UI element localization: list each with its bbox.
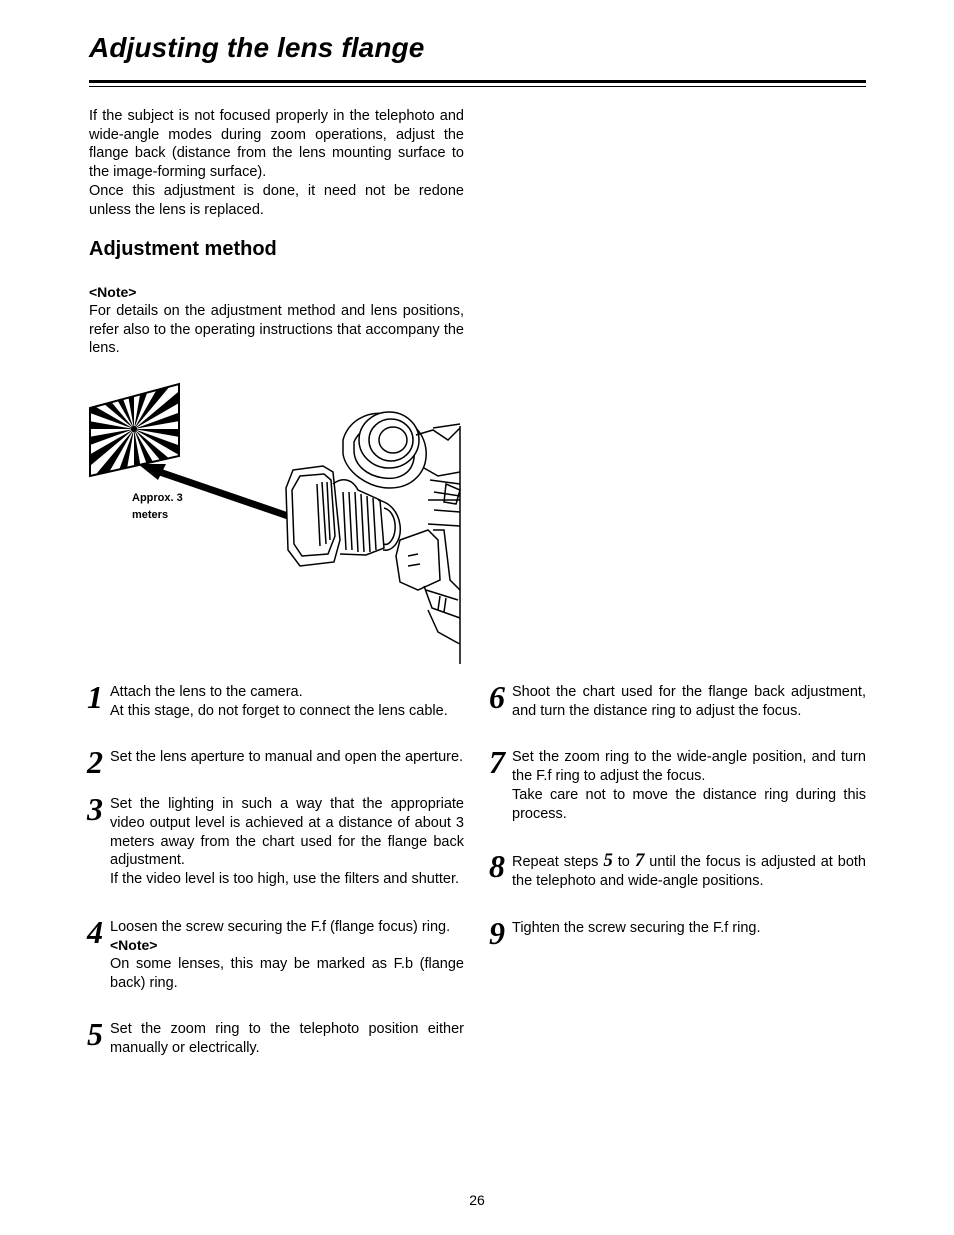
title-rule-thin <box>89 86 866 87</box>
page-number: 26 <box>469 1192 485 1208</box>
note-label: <Note> <box>89 284 137 300</box>
page-title: Adjusting the lens flange <box>89 32 425 63</box>
step-ref-7: 7 <box>634 850 645 872</box>
flange-adjustment-figure <box>88 380 462 664</box>
section-heading: Adjustment method <box>89 238 277 260</box>
step-6 <box>489 679 866 720</box>
step-text <box>512 852 866 890</box>
intro-text <box>89 107 464 219</box>
step-number: 8 <box>489 848 505 885</box>
distance-label-line2: meters <box>132 509 169 521</box>
note-text: For details on the adjustment method and lens positions, refer also to the operating instructions that accompany the lens. <box>89 303 464 357</box>
step-text-part: to <box>612 854 635 871</box>
step-text: Loosen the screw securing the F.f (flange focus) ring. <box>110 918 451 935</box>
steps-column-left <box>87 679 464 1058</box>
step-2 <box>87 744 464 781</box>
figure-illustration <box>88 380 462 664</box>
step-1 <box>87 679 464 720</box>
step-number: 3 <box>87 791 103 828</box>
intro-paragraph-2: Once this adjustment is done, it need not be redone unless the lens is replaced. <box>89 182 464 218</box>
step-ref-5: 5 <box>603 850 613 872</box>
step-3 <box>87 791 464 889</box>
step-text: If the video level is too high, use the filters and shutter. <box>110 870 460 887</box>
step-number: 6 <box>489 679 505 715</box>
step-number: 4 <box>87 913 103 950</box>
intro-paragraph-1: If the subject is not focused properly in the telephoto and wide-angle modes during zoom operations, adjust the flange back (distance from the lens mounting surface to the image-forming surface). <box>89 108 464 181</box>
step-text: Set the lighting in such a way that the appropriate video output level is achieved at a distance of about 3 meters away from the chart used for the flange back adjustment. <box>110 796 464 869</box>
step-note-label: <Note> <box>110 937 158 954</box>
step-text: Take care not to move the distance ring during this process. <box>512 786 866 822</box>
title-rule-thick <box>89 80 866 83</box>
step-7 <box>489 744 866 823</box>
step-text: At this stage, do not forget to connect the lens cable. <box>110 702 448 719</box>
step-text: Set the zoom ring to the telephoto position either manually or electrically. <box>110 1021 464 1057</box>
step-number: 2 <box>87 744 103 781</box>
step-text: Set the zoom ring to the wide-angle position, and turn the F.f ring to adjust the focus. <box>512 749 866 785</box>
step-text-part: Repeat steps <box>512 854 604 871</box>
step-text: Shoot the chart used for the flange back adjustment, and turn the distance ring to adjust the focus. <box>512 684 866 719</box>
step-4 <box>87 913 464 993</box>
step-text-part: until the focus is adjusted at both the telephoto and wide-angle positions. <box>512 854 866 889</box>
step-text: Tighten the screw securing the F.f ring. <box>512 919 761 936</box>
step-number: 5 <box>87 1016 103 1053</box>
camera-lens-illustration <box>286 412 460 664</box>
distance-label-line1: Approx. 3 <box>132 492 183 504</box>
step-number: 7 <box>489 744 505 781</box>
step-text: Set the lens aperture to manual and open the aperture. <box>110 749 464 766</box>
step-8 <box>489 848 866 890</box>
step-note-text: On some lenses, this may be marked as F.b (flange back) ring. <box>110 956 464 991</box>
step-9 <box>489 914 866 951</box>
step-number: 1 <box>87 679 103 715</box>
steps-column-right <box>489 679 866 951</box>
step-text: Attach the lens to the camera. <box>110 684 303 700</box>
step-5 <box>87 1016 464 1057</box>
step-number: 9 <box>489 914 505 951</box>
